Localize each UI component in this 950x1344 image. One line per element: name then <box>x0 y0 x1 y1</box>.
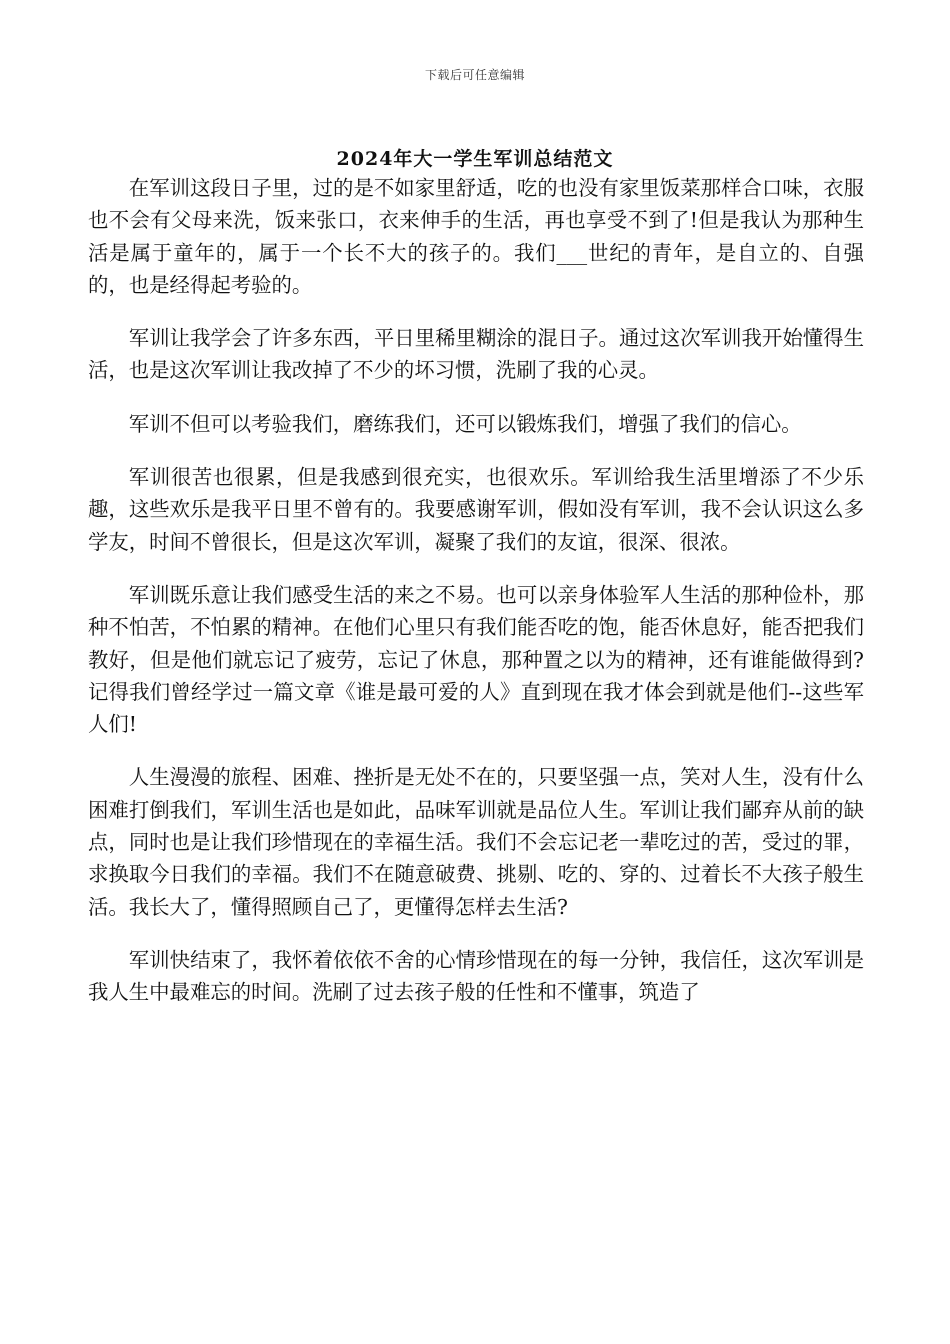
paragraph: 在军训这段日子里，过的是不如家里舒适，吃的也没有家里饭菜那样合口味，衣服也不会有父母来洗，饭来张口，衣来伸手的生活，再也享受不到了!但是我认为那种生活是属于童年的，属于一个长不大的孩子的。我们___世纪的青年，是自立的、自强的，也是经得起考验的。 <box>88 176 864 297</box>
paragraph: 军训很苦也很累，但是我感到很充实，也很欢乐。军训给我生活里增添了不少乐趣，这些欢乐是我平日里不曾有的。我要感谢军训，假如没有军训，我不会认识这么多学友，时间不曾很长，但是这次军训，凝聚了我们的友谊，很深、很浓。 <box>88 465 864 554</box>
paragraph: 军训不但可以考验我们，磨练我们，还可以锻炼我们，增强了我们的信心。 <box>128 411 802 436</box>
paragraph: 人生漫漫的旅程、困难、挫折是无处不在的，只要坚强一点，笑对人生，没有什么困难打倒我们，军训生活也是如此，品味军训就是品位人生。军训让我们鄙弃从前的缺点，同时也是让我们珍惜现在的幸福生活。我们不会忘记老一辈吃过的苦，受过的罪，求换取今日我们的幸福。我们不在随意破费、挑剔、吃的、穿的、过着长不大孩子般生活。我长大了，懂得照顾自己了，更懂得怎样去生活? <box>88 765 864 919</box>
paragraph: 军训快结束了，我怀着依依不舍的心情珍惜现在的每一分钟，我信任，这次军训是我人生中最难忘的时间。洗刷了过去孩子般的任性和不懂事，筑造了 <box>88 947 864 1005</box>
header-note: 下载后可任意编辑 <box>424 68 525 82</box>
document-body <box>88 172 864 1030</box>
document-title: 2024年大一学生军训总结范文 <box>336 148 614 170</box>
paragraph: 军训既乐意让我们感受生活的来之不易。也可以亲身体验军人生活的那种俭朴，那种不怕苦，不怕累的精神。在他们心里只有我们能否吃的饱，能否休息好，能否把我们教好，但是他们就忘记了疲劳，忘记了休息，那种置之以为的精神，还有谁能做得到?记得我们曾经学过一篇文章《谁是最可爱的人》直到现在我才体会到就是他们--这些军人们! <box>88 582 864 737</box>
paragraph: 军训让我学会了许多东西，平日里稀里糊涂的混日子。通过这次军训我开始懂得生活，也是这次军训让我改掉了不少的坏习惯，洗刷了我的心灵。 <box>88 326 864 383</box>
